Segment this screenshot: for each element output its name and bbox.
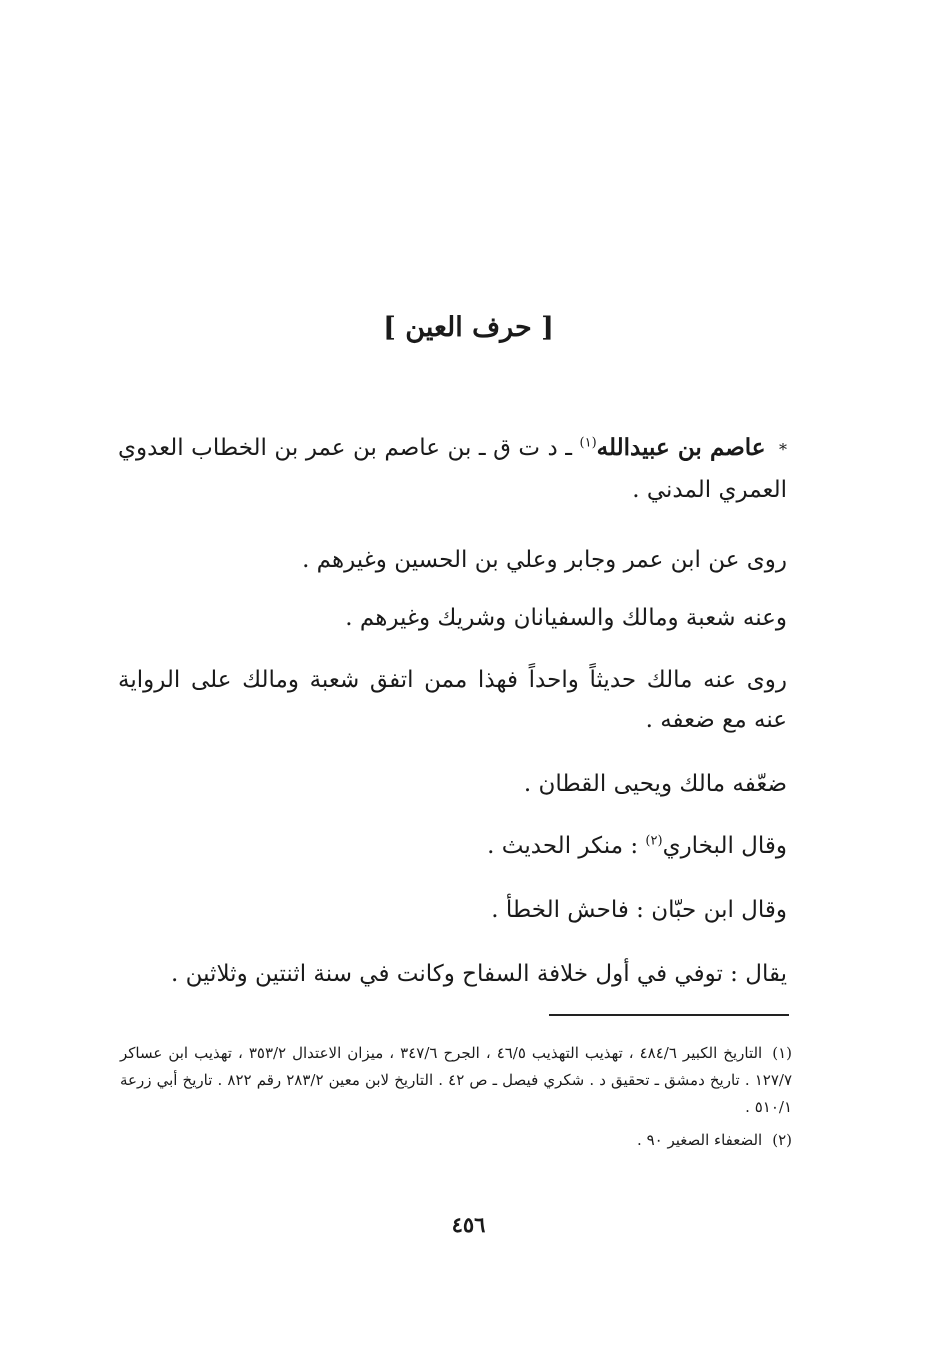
footnote-2 [120, 1127, 792, 1154]
bukhari-verdict: : منكر الحديث . [487, 833, 646, 859]
entry-heading-paragraph [118, 428, 787, 510]
footnote-1 [120, 1040, 792, 1121]
entry-lineage: ـ د ت ق ـ بن عاصم بن عمر بن الخطاب العدوي العمري المدني . [118, 435, 787, 503]
footnote-ref-2: (٢) [645, 833, 663, 849]
footnote-mark-1: (١) [772, 1044, 792, 1062]
paragraph-narrated-by: وعنه شعبة ومالك والسفيانان وشريك وغيرهم . [345, 605, 787, 631]
footnote-divider [549, 1014, 789, 1016]
bukhari-said: وقال البخاري [662, 833, 787, 859]
chapter-title: [ حرف العين ] [383, 312, 554, 343]
paragraph-weakened-by: ضعّفه مالك ويحيى القطان . [523, 771, 787, 797]
footnote-text-1: التاريخ الكبير ٤٨٤/٦ ، تهذيب التهذيب ٤٦/٥ ، الجرح ٣٤٧/٦ ، ميزان الاعتدال ٣٥٣/٢ ، تهذيب ابن عساكر ١٢٧/٧ . تاريخ دمشق ـ تحقيق د . شكري فيصل ـ ص ٤٢ . التاريخ لابن معين ٢٨٣/٢ رقم ٨٢٢ . تاريخ أبي زرعة ٥١٠/١ . [120, 1044, 792, 1116]
footnote-mark-2: (٢) [772, 1131, 792, 1149]
page-number: ٤٥٦ [451, 1212, 486, 1237]
narrator-name: عاصم بن عبيدالله [596, 434, 766, 461]
paragraph-death: يقال : توفي في أول خلافة السفاح وكانت في سنة اثنتين وثلاثين . [170, 961, 787, 987]
entry-bullet: * [779, 440, 788, 459]
paragraph-bukhari [118, 826, 787, 866]
footnotes-section [120, 1040, 792, 1160]
paragraph-ibn-hibban: وقال ابن حبّان : فاحش الخطأ . [491, 897, 787, 923]
footnote-ref-1: (١) [579, 435, 597, 451]
paragraph-malik-narration: روى عنه مالك حديثاً واحداً فهذا ممن اتفق شعبة ومالك على الرواية عنه مع ضعفه . [118, 667, 787, 733]
footnote-text-2: الضعفاء الصغير ٩٠ . [637, 1131, 763, 1149]
paragraph-narrated-from: روى عن ابن عمر وجابر وعلي بن الحسين وغيرهم . [302, 547, 787, 573]
